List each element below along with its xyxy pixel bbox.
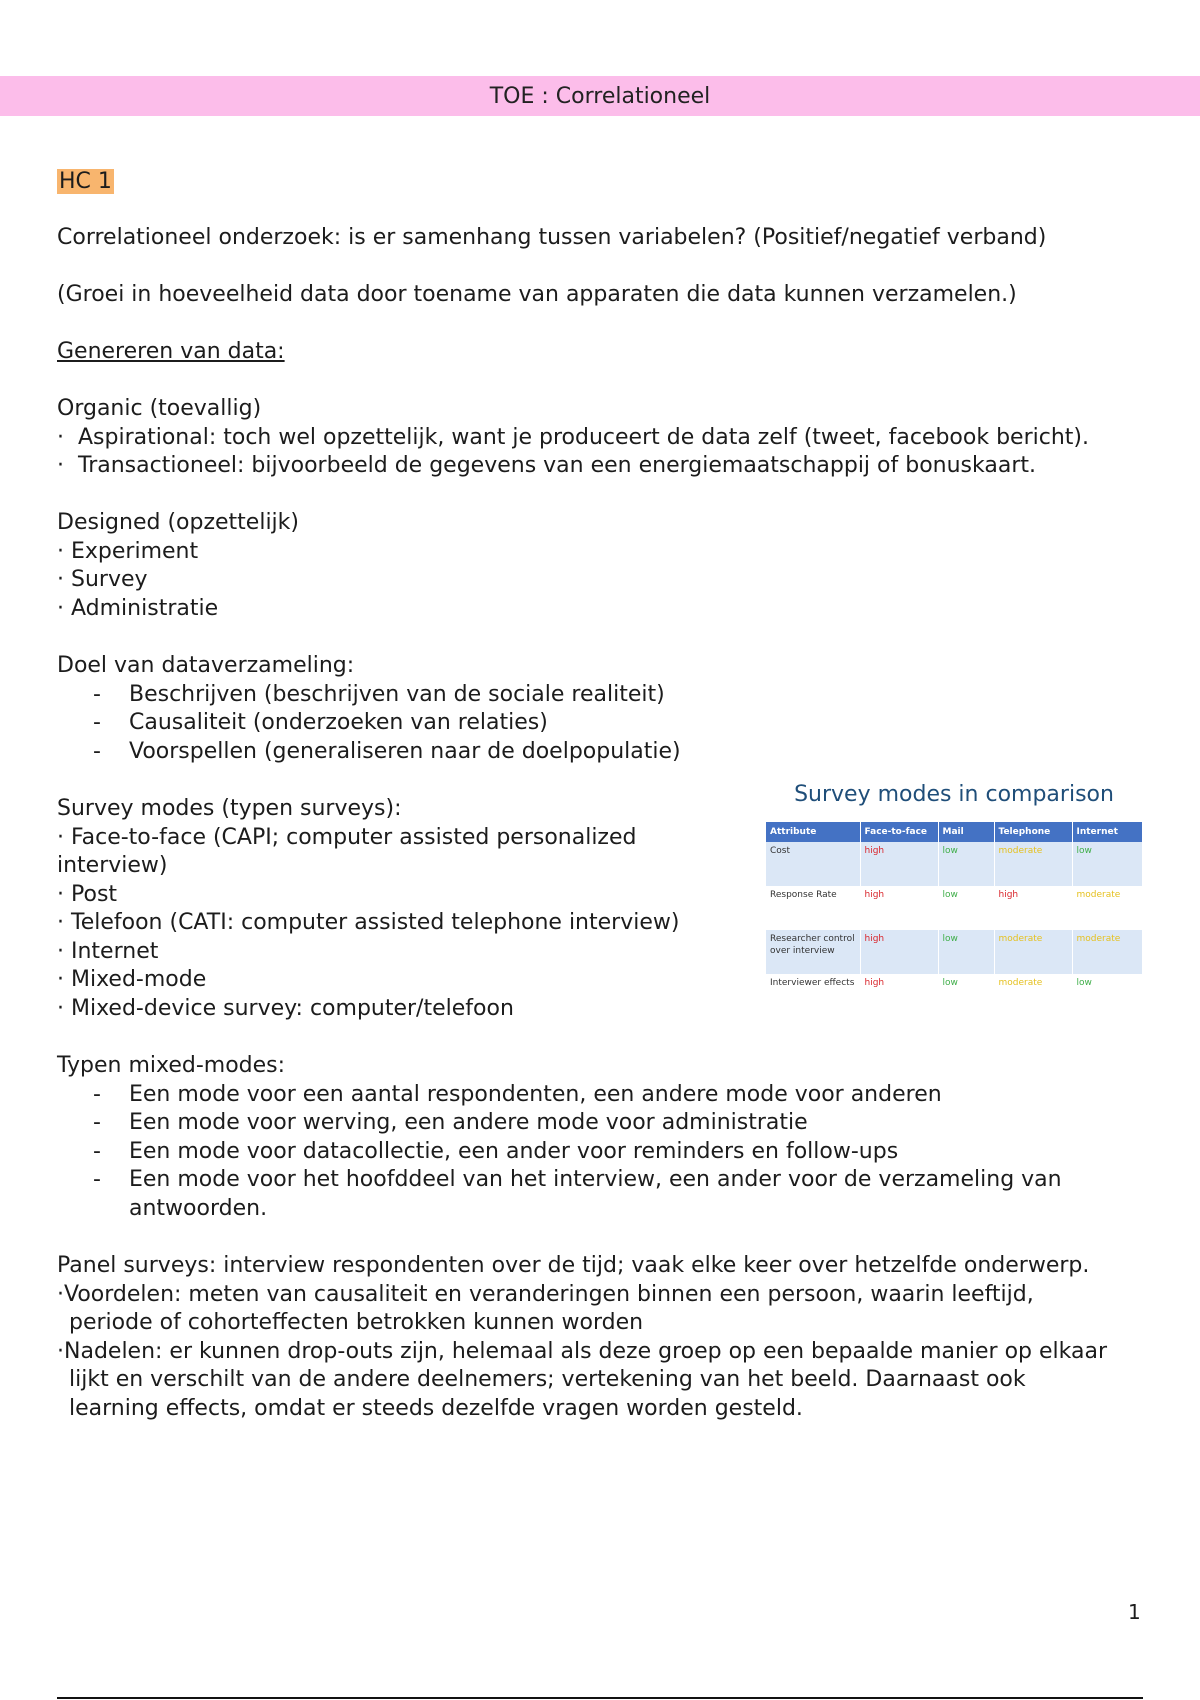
doel-item: - Causaliteit (onderzoeken van relaties) [93,710,548,735]
column-header: Mail [938,822,994,842]
column-header: Face-to-face [860,822,938,842]
designed-item: · Survey [57,567,148,592]
document-title: TOE : Correlationeel [489,84,711,109]
table-row [766,842,1142,886]
table-cell: moderate [994,974,1072,1018]
page-number: 1 [1128,1600,1141,1624]
column-header: Attribute [766,822,860,842]
section-tag-label: HC 1 [59,169,112,194]
doel-item: - Beschrijven (beschrijven van de sociale realiteit) [93,681,665,707]
table-cell: moderate [1072,930,1142,974]
column-header: Internet [1072,822,1142,842]
panel-voordelen: ·Voordelen: meten van causaliteit en veranderingen binnen een persoon, waarin leeftijd, periode of cohorteffecten betrokken kunnen worden [57,1281,1034,1335]
section-tag [57,168,114,197]
mixed-modes-heading: Typen mixed-modes: [57,1053,286,1078]
table-cell: low [938,930,994,974]
table-header-row [766,822,1142,842]
panel-nadelen: ·Nadelen: er kunnen drop-outs zijn, helemaal als deze groep op een bepaalde manier op elkaar lijkt en verschilt van de andere deelnemers; vertekening van het beeld. Daarnaast ook learning effects, omdat er steeds dezelfde vragen worden gesteld. [57,1338,1108,1421]
table-cell: low [938,974,994,1018]
table-cell: moderate [994,930,1072,974]
survey-mode-item: · Mixed-mode [57,967,207,992]
survey-modes-heading: Survey modes (typen surveys): [57,796,402,821]
table-cell: moderate [994,842,1072,886]
mixed-mode-item: - Een mode voor datacollectie, een ander voor reminders en follow-ups [93,1138,899,1164]
table-cell: low [1072,842,1142,886]
table-cell: high [860,842,938,886]
table-cell: high [860,886,938,930]
intro-line-2: (Groei in hoeveelheid data door toename van apparaten die data kunnen verzamelen.) [57,282,1017,307]
designed-item: · Administratie [57,595,219,621]
table-cell: high [860,974,938,1018]
table-cell: low [1072,974,1142,1018]
row-attribute: Response Rate [766,886,860,930]
designed-item: · Experiment [57,538,199,564]
table-row [766,974,1142,1018]
document-title-band [0,76,1200,116]
survey-mode-item: · Face-to-face (CAPI; computer assisted personalized interview) [57,824,637,878]
organic-item: · Aspirational: toch wel opzettelijk, want je produceert de data zelf (tweet, facebook bericht). [57,424,1089,450]
intro-line-1: Correlationeel onderzoek: is er samenhang tussen variabelen? (Positief/negatief verband) [57,225,1047,250]
mixed-mode-item: - Een mode voor het hoofddeel van het interview, een ander voor de verzameling van antwoorden. [93,1167,1062,1221]
doel-section [57,652,681,766]
survey-modes-figure [766,780,1142,1018]
row-attribute: Cost [766,842,860,886]
table-cell: low [938,886,994,930]
column-header: Telephone [994,822,1072,842]
organic-heading: Organic (toevallig) [57,396,262,421]
table-row [766,886,1142,930]
row-attribute: Researcher control over interview [766,930,860,974]
table-cell: low [938,842,994,886]
designed-heading: Designed (opzettelijk) [57,510,299,535]
survey-mode-item: · Internet [57,938,159,964]
survey-mode-item: · Post [57,881,118,907]
doel-heading: Doel van dataverzameling: [57,653,355,678]
table-cell: moderate [1072,886,1142,930]
table-cell: high [860,930,938,974]
mixed-modes-section [57,1052,1147,1223]
table-row [766,930,1142,974]
row-attribute: Interviewer effects [766,974,860,1018]
panel-line: Panel surveys: interview respondenten over de tijd; vaak elke keer over hetzelfde onderwerp. [57,1253,1090,1278]
designed-section [57,509,299,623]
doel-item: - Voorspellen (generaliseren naar de doelpopulatie) [93,738,681,764]
organic-section [57,395,1089,481]
panel-section [57,1252,1122,1423]
mixed-mode-item: - Een mode voor werving, een andere mode voor administratie [93,1110,808,1135]
survey-modes-section [57,795,717,1023]
table-cell: high [994,886,1072,930]
mixed-mode-item: - Een mode voor een aantal respondenten, een andere mode voor anderen [93,1081,942,1107]
footer-divider [57,1697,1143,1699]
organic-item: · Transactioneel: bijvoorbeeld de gegevens van een energiemaatschappij of bonuskaart. [57,453,1036,478]
survey-modes-table [766,822,1143,1018]
genereren-heading: Genereren van data: [57,339,285,364]
figure-title: Survey modes in comparison [794,782,1114,807]
survey-mode-item: · Mixed-device survey: computer/telefoon [57,995,514,1021]
survey-mode-item: · Telefoon (CATI: computer assisted telephone interview) [57,910,680,935]
